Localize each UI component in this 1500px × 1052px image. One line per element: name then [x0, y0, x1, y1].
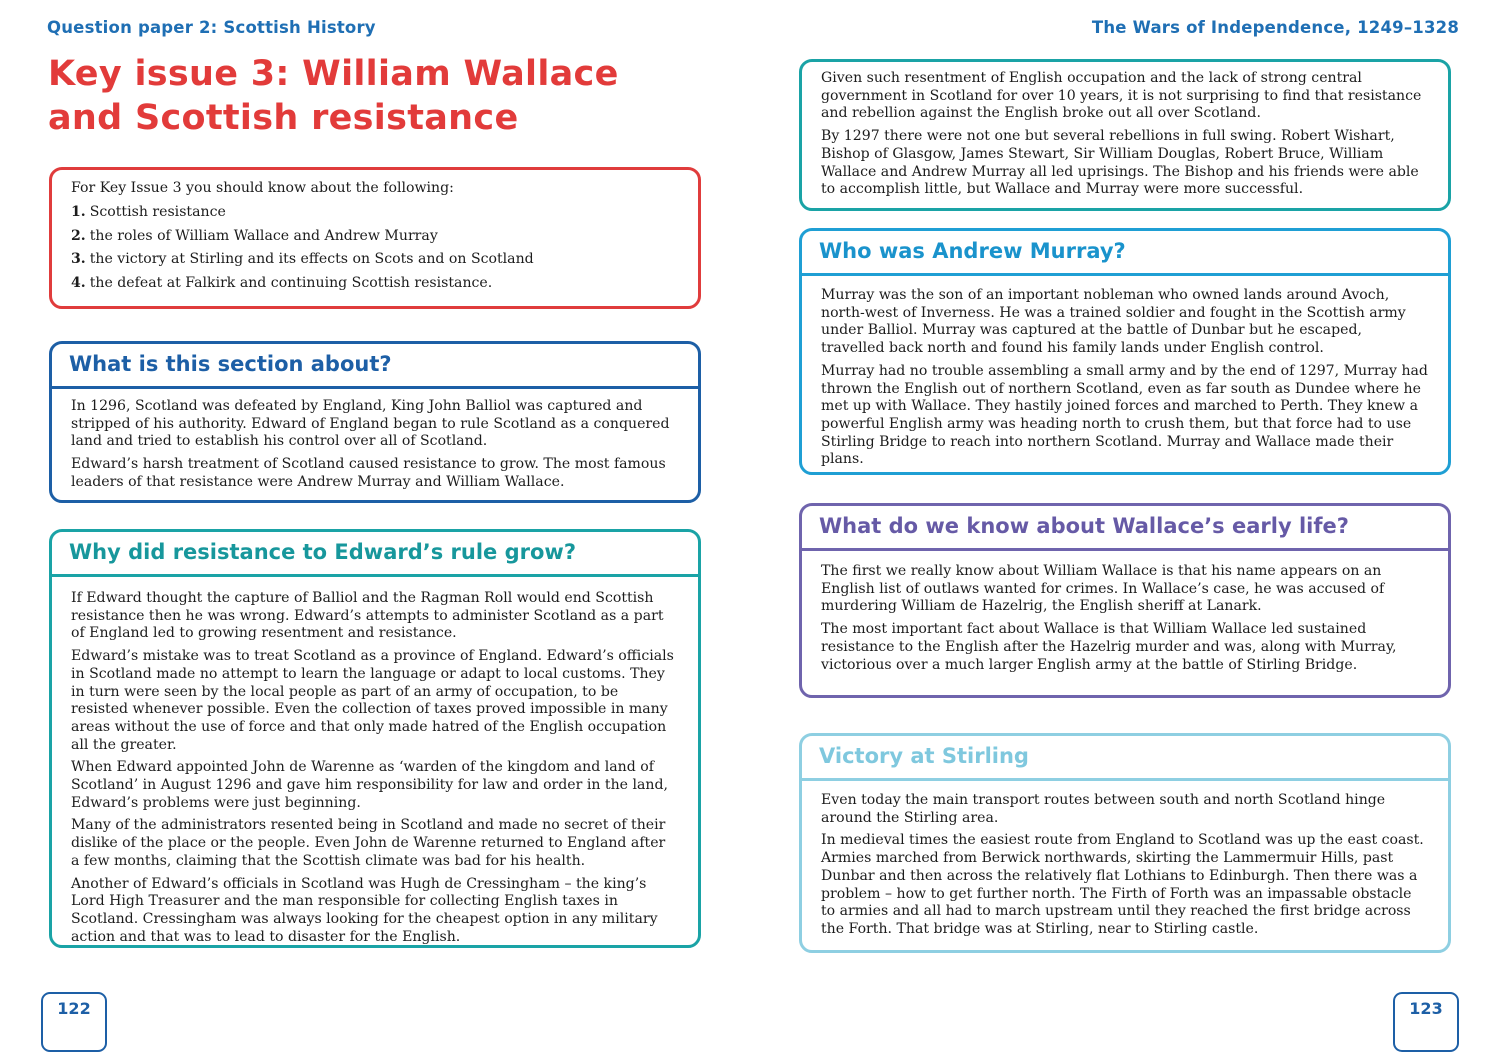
- page-number-left: 122: [41, 992, 107, 1052]
- paragraph: Many of the administrators resented being in Scotland and made no secret of their dislike of the place or the people. Even John de Warenne returned to England after a few months, claiming that the Scottish climate was bad for his health.: [71, 817, 666, 869]
- list-item: [71, 228, 678, 246]
- section-wallace-heading: What do we know about Wallace’s early life?: [802, 506, 1448, 551]
- list-item-text: the victory at Stirling and its effects on Scots and on Scotland: [89, 251, 534, 268]
- page-title-line-1: Key issue 3: William Wallace: [48, 54, 619, 94]
- paragraph: If Edward thought the capture of Balliol and the Ragman Roll would end Scottish resistance then he was wrong. Edward’s attempts to administer Scotland as a part of England led to growing resentment and resistance.: [71, 590, 664, 642]
- paragraph: The most important fact about Wallace is that William Wallace led sustained resistance to the English after the Hazelrig murder and was, along with Murray, victorious over a much larger English army at the battle of Stirling Bridge.: [821, 621, 1397, 673]
- section-about-box: [49, 341, 701, 503]
- paragraph: Edward’s harsh treatment of Scotland caused resistance to grow. The most famous leaders of that resistance were Andrew Murray and William Wallace.: [71, 456, 666, 490]
- section-about-heading: What is this section about?: [52, 344, 698, 389]
- list-item-number: 4.: [71, 275, 86, 292]
- paragraph: Another of Edward’s officials in Scotland was Hugh de Cressingham – the king’s Lord High Treasurer and the man responsible for collecting English taxes in Scotland. Cressingham was always looking for the cheapest option in any military action and that was to lead to disaster for the English.: [71, 875, 658, 945]
- paragraph: The first we really know about William Wallace is that his name appears on an English list of outlaws wanted for crimes. In Wallace’s case, he was accused of murdering William de Hazelrig, the English sheriff at Lanark.: [821, 563, 1385, 615]
- page-title-line-2: and Scottish resistance: [48, 98, 519, 138]
- page-number-right: 123: [1393, 992, 1459, 1052]
- paragraph: Murray had no trouble assembling a small army and by the end of 1297, Murray had thrown the English out of northern Scotland, even as far south as Dundee where he met up with Wallace. They hastily joined forces and marched to Perth. They knew a powerful English army was heading north to crush them, but that force had to use Stirling Bridge to reach into northern Scotland. Murray and Wallace made their plans.: [821, 362, 1428, 468]
- key-issue-intro: For Key Issue 3 you should know about the following:: [71, 180, 454, 196]
- key-issue-list: [71, 204, 678, 293]
- paragraph: In medieval times the easiest route from England to Scotland was up the east coast. Armies marched from Berwick northwards, skirting the Lammermuir Hills, past Dunbar and then across the relatively flat Lothians to Edinburgh. Then there was a problem – how to get further north. The Firth of Forth was an impassable obstacle to armies and all had to march upstream until they reached the first bridge across the Forth. That bridge was at Stirling, near to Stirling castle.: [821, 832, 1424, 937]
- section-murray-heading: Who was Andrew Murray?: [802, 231, 1448, 276]
- list-item: [71, 275, 678, 293]
- key-issue-box: [49, 167, 701, 309]
- paragraph: Murray was the son of an important nobleman who owned lands around Avoch, north-west of Inverness. He was a trained soldier and fought in the Scottish army under Balliol. Murray was captured at the battle of Dunbar but he escaped, travelled back north and found his family lands under English control.: [821, 287, 1406, 357]
- list-item-text: Scottish resistance: [89, 203, 226, 220]
- paragraph: Given such resentment of English occupation and the lack of strong central government in Scotland for over 10 years, it is not surprising to find that resistance and rebellion against the English broke out all over Scotland.: [821, 70, 1422, 122]
- paragraph: Edward’s mistake was to treat Scotland as a province of England. Edward’s officials in Scotland made no attempt to learn the language or adapt to local customs. They in turn were seen by the local people as part of an army of occupation, to be resisted whenever possible. Even the collection of taxes proved impossible in many areas without the use of force and that only made hatred of the English occupation all the greater.: [71, 648, 674, 753]
- section-resistance-grow-box: [49, 529, 701, 948]
- paragraph: In 1296, Scotland was defeated by England, King John Balliol was captured and stripped of his authority. Edward of England began to rule Scotland as a conquered land and tried to establish his control over all of Scotland.: [71, 398, 670, 450]
- running-head-right: The Wars of Independence, 1249–1328: [1091, 18, 1459, 37]
- section-wallace-box: [799, 503, 1451, 698]
- section-resentment-box: [799, 59, 1451, 211]
- running-head-left: Question paper 2: Scottish History: [47, 18, 376, 37]
- section-murray-box: [799, 228, 1451, 475]
- list-item-number: 2.: [71, 227, 86, 244]
- list-item: [71, 204, 678, 222]
- paragraph: When Edward appointed John de Warenne as ‘warden of the kingdom and land of Scotland’ in August 1296 and gave him responsibility for law and order in the land, Edward’s problems were just beginning.: [71, 759, 668, 811]
- section-stirling-heading: Victory at Stirling: [802, 736, 1448, 781]
- list-item: [71, 251, 678, 269]
- list-item-text: the roles of William Wallace and Andrew Murray: [89, 227, 438, 244]
- section-resistance-grow-heading: Why did resistance to Edward’s rule grow?: [52, 532, 698, 577]
- list-item-number: 3.: [71, 251, 86, 268]
- list-item-number: 1.: [71, 203, 86, 220]
- list-item-text: the defeat at Falkirk and continuing Scottish resistance.: [89, 275, 493, 292]
- paragraph: By 1297 there were not one but several rebellions in full swing. Robert Wishart, Bishop of Glasgow, James Stewart, Sir William Douglas, Robert Bruce, William Wallace and Andrew Murray all led uprisings. The Bishop and his friends were able to accomplish little, but Wallace and Murray were more successful.: [821, 128, 1419, 198]
- page-title: [48, 52, 748, 140]
- paragraph: Even today the main transport routes between south and north Scotland hinge around the Stirling area.: [821, 792, 1386, 826]
- section-stirling-box: [799, 733, 1451, 953]
